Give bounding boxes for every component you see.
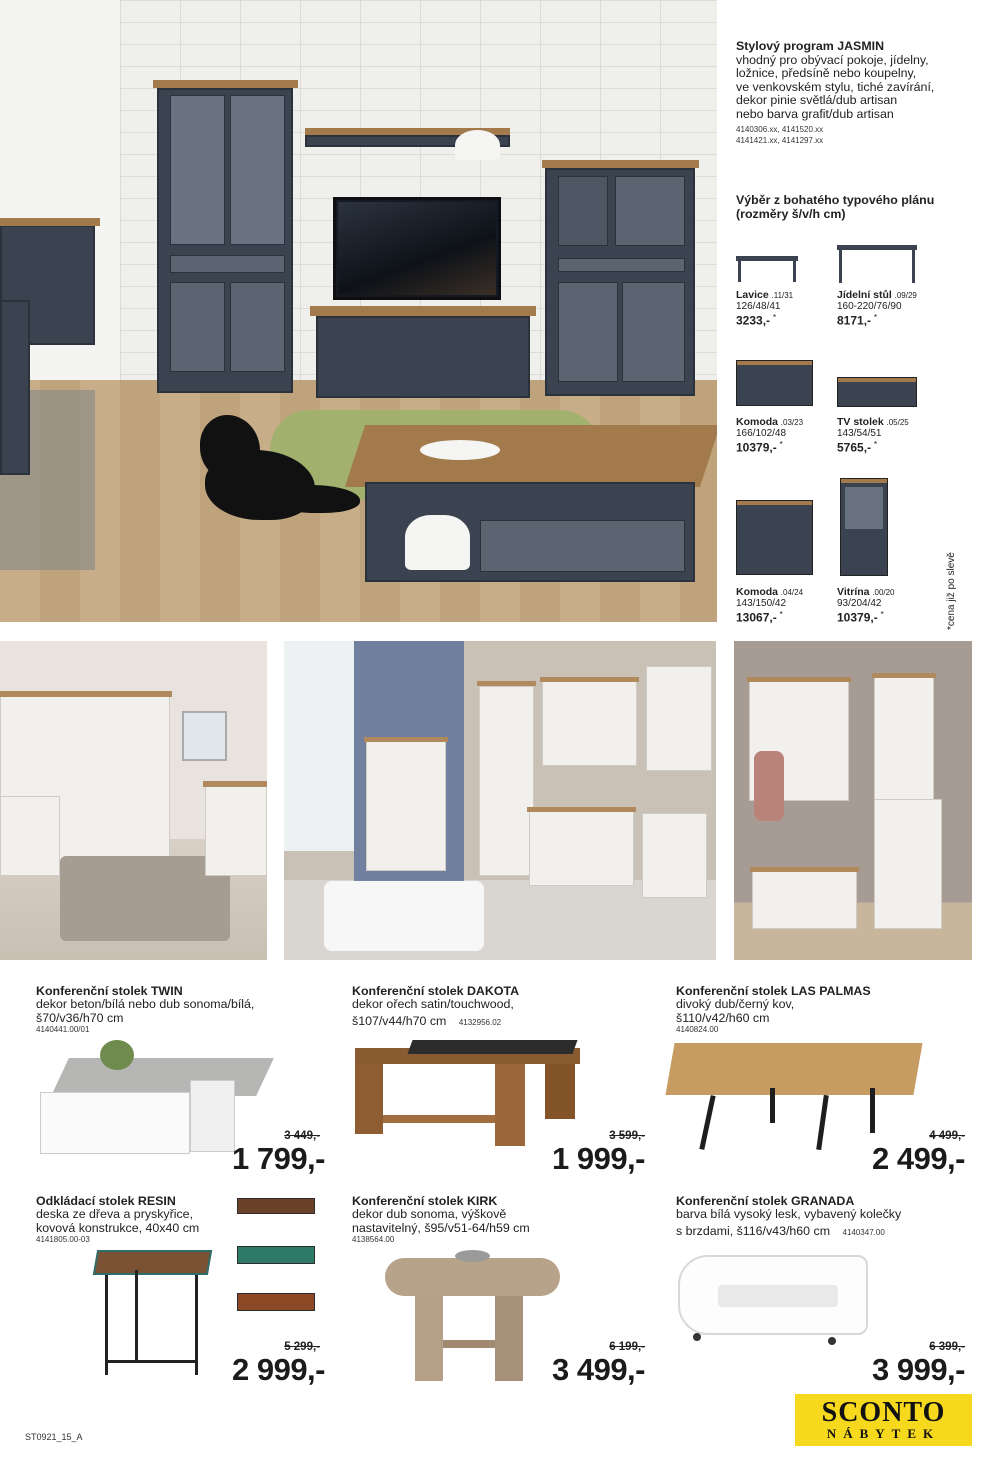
footer-code: ST0921_15_A	[25, 1432, 83, 1442]
product-desc-line: barva bílá vysoký lesk, vybavený kolečky	[676, 1207, 902, 1221]
twin-old-price: 3 449,-	[284, 1130, 320, 1142]
product-code: 4140347.00	[842, 1227, 885, 1237]
plan-item-tv-stand	[837, 417, 909, 454]
product-granada-info	[676, 1194, 976, 1240]
product-code: 4140441.00/01	[36, 1025, 90, 1035]
resin-variants-image	[237, 1198, 317, 1338]
plan-item-star: *	[873, 312, 878, 322]
product-title: Konferenční stolek TWIN	[36, 984, 183, 998]
plan-item-name: Jídelní stůl	[837, 289, 892, 301]
jasmin-desc-line: vhodný pro obývací pokoje, jídelny,	[736, 52, 929, 67]
dining-table-image	[837, 245, 917, 283]
vitrine-image	[840, 478, 888, 576]
las-palmas-old-price: 4 499,-	[929, 1130, 965, 1142]
plan-item-dims: 126/48/41	[736, 301, 781, 312]
plan-item-code: .03/23	[780, 418, 804, 427]
product-desc-line: dekor beton/bílá nebo dub sonoma/bílá,	[36, 997, 255, 1011]
discount-note: *cena již po slevě	[946, 552, 957, 630]
plan-item-star: *	[779, 439, 783, 449]
product-title: Konferenční stolek GRANADA	[676, 1194, 855, 1208]
plan-item-dims: 166/102/48	[736, 428, 787, 439]
twin-price: 1 799,-	[231, 1141, 325, 1176]
plan-item-name: Komoda	[736, 586, 778, 598]
granada-old-price: 6 399,-	[929, 1341, 965, 1353]
product-code: 4138564.00	[352, 1235, 395, 1245]
logo-line1: SCONTO	[821, 1397, 946, 1428]
plan-heading-line: (rozměry š/v/h cm)	[736, 206, 846, 221]
product-twin-info	[36, 984, 326, 1034]
plan-item-name: Vitrína	[837, 586, 870, 598]
product-desc-line: š70/v36/h70 cm	[36, 1010, 124, 1025]
las-palmas-price: 2 499,-	[871, 1141, 965, 1176]
product-desc-line: nastavitelný, š95/v51-64/h59 cm	[352, 1220, 530, 1235]
jasmin-desc-line: ložnice, předsíně nebo koupelny,	[736, 66, 917, 81]
plan-item-code: .04/24	[780, 588, 804, 597]
product-desc-line: s brzdami, š116/v43/h60 cm	[676, 1223, 831, 1238]
sideboard-image	[736, 360, 813, 406]
sconto-logo	[795, 1394, 972, 1446]
jasmin-title: Stylový program JASMIN	[736, 39, 885, 53]
plan-item-vitrine	[837, 587, 895, 624]
resin-price: 2 999,-	[231, 1352, 325, 1387]
highboard-image	[736, 500, 813, 575]
product-dakota-image	[355, 1040, 580, 1150]
kirk-old-price: 6 199,-	[609, 1341, 645, 1353]
product-code: 4132956.02	[458, 1017, 502, 1027]
plan-heading-line: Výběr z bohatého typového plánu	[736, 193, 935, 207]
product-resin-info	[36, 1194, 236, 1244]
product-desc-line: kovová konstrukce, 40x40 cm	[36, 1220, 200, 1235]
jasmin-desc-line: nebo barva grafit/dub artisan	[736, 106, 894, 121]
tv-stand-image	[837, 377, 917, 407]
product-desc-line: š110/v42/h60 cm	[676, 1010, 770, 1025]
dakota-old-price: 3 599,-	[609, 1130, 645, 1142]
hallway-photo	[734, 641, 972, 960]
product-desc-line: dekor ořech satin/touchwood,	[352, 997, 514, 1011]
product-granada-image	[678, 1255, 878, 1365]
product-las-palmas-info	[676, 984, 976, 1034]
plan-item-dims: 160-220/76/90	[837, 301, 902, 312]
product-desc-line: divoký dub/černý kov,	[676, 997, 795, 1011]
plan-item-dims: 143/150/42	[736, 598, 787, 609]
jasmin-desc-line: ve venkovském stylu, tiché zavírání,	[736, 79, 935, 94]
kirk-price: 3 499,-	[551, 1352, 645, 1387]
plan-item-name: Komoda	[736, 416, 778, 428]
product-desc-line: š107/v44/h70 cm	[352, 1013, 447, 1028]
plan-item-code: .11/31	[771, 291, 794, 300]
plan-item-dining-table	[837, 290, 917, 327]
plan-item-dims: 143/54/51	[837, 428, 882, 439]
product-kirk-info	[352, 1194, 642, 1244]
bench-image	[736, 256, 798, 282]
plan-item-name: Lavice	[736, 289, 769, 301]
product-title: Konferenční stolek KIRK	[352, 1194, 498, 1208]
plan-item-code: .09/29	[894, 291, 917, 300]
logo-line2: NÁBYTEK	[826, 1426, 941, 1441]
plan-item-star: *	[880, 609, 884, 619]
plan-item-star: *	[779, 609, 783, 619]
jasmin-codes: 4140306.xx, 4141520.xx	[736, 124, 824, 134]
plan-item-highboard	[736, 587, 803, 624]
plan-item-price: 5765,-	[837, 440, 872, 455]
plan-item-bench	[736, 290, 793, 327]
dakota-price: 1 999,-	[551, 1141, 645, 1176]
product-desc-line: deska ze dřeva a pryskyřice,	[36, 1207, 194, 1221]
plan-item-price: 10379,-	[837, 610, 878, 625]
product-title: Konferenční stolek DAKOTA	[352, 984, 520, 998]
plan-item-sideboard	[736, 417, 803, 454]
hero-photo-jasmin	[0, 0, 717, 622]
jasmin-codes: 4141421.xx, 4141297.xx	[736, 135, 824, 145]
product-code: 4141805.00-03	[36, 1235, 90, 1245]
product-title: Odkládací stolek RESIN	[36, 1194, 176, 1208]
plan-heading	[736, 194, 981, 221]
plan-item-star: *	[772, 312, 777, 322]
plan-item-star: *	[873, 439, 878, 449]
product-title: Konferenční stolek LAS PALMAS	[676, 984, 871, 998]
plan-item-code: .05/25	[886, 418, 909, 427]
product-dakota-info	[352, 984, 642, 1030]
product-desc-line: dekor dub sonoma, výškově	[352, 1207, 507, 1221]
plan-item-price: 8171,-	[837, 313, 872, 328]
plan-item-name: TV stolek	[837, 416, 884, 428]
plan-item-dims: 93/204/42	[837, 598, 882, 609]
bedroom-photo	[0, 641, 267, 960]
resin-old-price: 5 299,-	[284, 1341, 320, 1353]
bathroom-photo	[284, 641, 716, 960]
plan-item-price: 13067,-	[736, 610, 777, 625]
granada-price: 3 999,-	[871, 1352, 965, 1387]
plan-item-code: .00/20	[872, 588, 895, 597]
product-code: 4140824.00	[676, 1025, 719, 1035]
jasmin-info	[736, 40, 981, 146]
jasmin-desc-line: dekor pinie světlá/dub artisan	[736, 93, 898, 108]
plan-item-price: 3233,-	[736, 313, 771, 328]
plan-item-price: 10379,-	[736, 440, 777, 455]
